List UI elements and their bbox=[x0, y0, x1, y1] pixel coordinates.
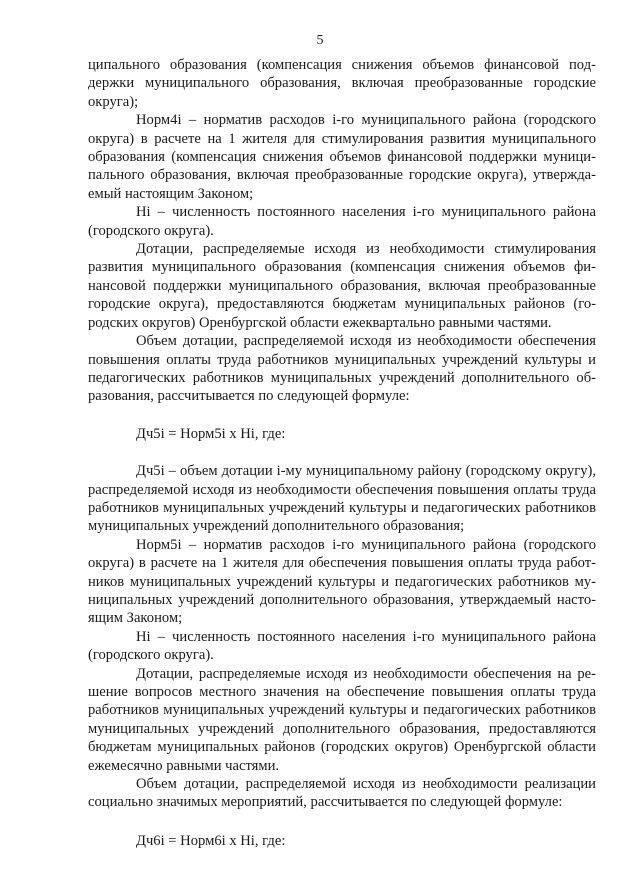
paragraph: Нi – численность постоянного населения i-го муниципального района (городского округа). bbox=[88, 628, 596, 664]
page-number: 5 bbox=[316, 33, 324, 48]
paragraph: Норм5i – норматив расходов i-го муниципального района (городского округа) в расчете на 1 жителя для обеспечения повышения оплаты труда работников муниципальных учреждений культуры и педагогических работников муниципальных учреждений дополнительного образования, утверждаемый настоящим Законом; bbox=[88, 536, 596, 627]
paragraph: Дч5i – объем дотации i-му муниципальному району (городскому округу), распределяемой исходя из необходимости обеспечения повышения оплаты труда работников муниципальных учреждений культуры и педагогических работников муниципальных учреждений дополнительного образования; bbox=[88, 463, 596, 535]
formula-dch5: Дч5i = Норм5i х Нi, где: bbox=[136, 425, 286, 442]
paragraph: Дотации, распределяемые исходя из необходимости стимулирования развития муниципального образования (компенсация снижения объемов финансовой поддержки муниципального образования, включая преобразованные городские округа), предоставляются бюджетам муниципальных районов (городских округов) Оренбургской области ежеквартально равными частями. bbox=[88, 241, 596, 331]
paragraph: Объем дотации, распределяемой исходя из необходимости реализации социально значимых мероприятий, рассчитывается по следующей формуле: bbox=[88, 776, 596, 811]
formula-dch6: Дч6i = Норм6i х Нi, где: bbox=[136, 832, 286, 849]
text-block-before-formula-2 bbox=[88, 462, 596, 812]
paragraph: Объем дотации, распределяемой исходя из необходимости обеспечения повышения оплаты труда работников муниципальных учреждений культуры и педагогических работников муниципальных учреждений дополнительного образования, рассчитывается по следующей формуле: bbox=[88, 333, 596, 405]
paragraph: Норм4i – норматив расходов i-го муниципального района (городского округа) в расчете на 1 жителя для стимулирования развития муниципального образования (компенсация снижения объемов финансовой поддержки муниципального образования, включая преобразованные городские округа), утверждаемый настоящим Законом; bbox=[88, 112, 596, 202]
text-block-before-formula-1 bbox=[88, 56, 596, 406]
paragraph: ципального образования (компенсация снижения объемов финансовой поддержки муниципального образования, включая преобразованные городские округа); bbox=[88, 57, 596, 110]
document-body bbox=[88, 56, 596, 850]
paragraph: Дотации, распределяемые исходя из необходимости обеспечения на решение вопросов местного значения на обеспечение повышения оплаты труда работников муниципальных учреждений культуры и педагогических работников муниципальных учреждений дополнительного образования, предоставляются бюджетам муниципальных районов (городских округов) Оренбургской области ежемесячно равными частями. bbox=[88, 665, 596, 774]
paragraph: Нi – численность постоянного населения i-го муниципального района (городского округа). bbox=[88, 204, 596, 239]
